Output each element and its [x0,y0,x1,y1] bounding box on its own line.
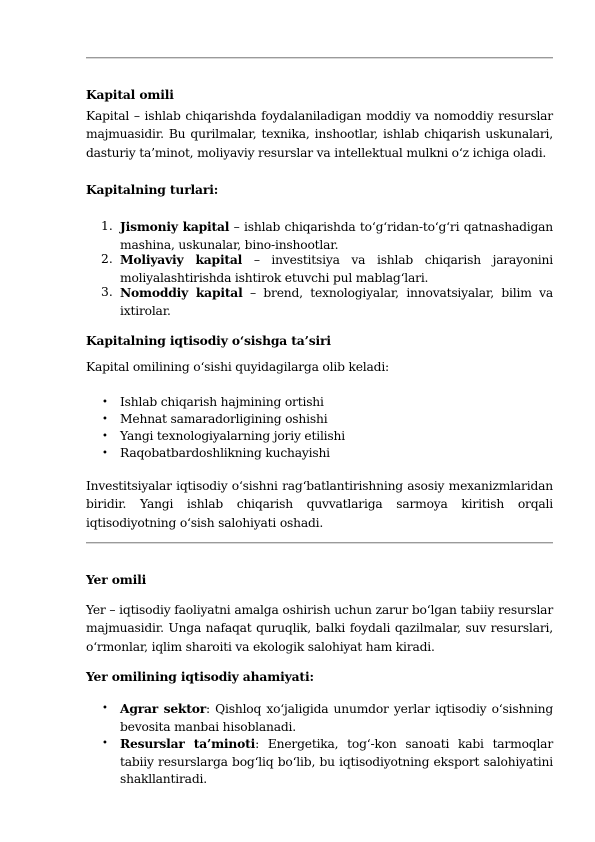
list-number: 3. [101,285,113,299]
list-item: Raqobatbardoshlikning kuchayishi [120,446,330,460]
list-item: Yangi texnologiyalarning joriy etilishi [120,429,345,443]
list-number: 1. [101,219,113,233]
list-item [120,284,553,320]
land-importance-heading: Yer omilining iqtisodiy ahamiyati: [86,669,314,684]
section-title-capital: Kapital omili [86,87,174,102]
list-item: Ishlab chiqarish hajmining ortishi [120,395,324,409]
list-item-desc: – ishlab chiqarishda to‘g‘ridan-to‘g‘ri qatnashadigan mashina, uskunalar, bino-inshootlar. [120,220,553,252]
capital-impact-heading: Kapitalning iqtisodiy o‘sishga ta’siri [86,333,331,348]
list-item-desc: : Energetika, tog‘-kon sanoati kabi tarmoqlar tabiiy resurslarga bog‘liq bo‘lib, bu iqtisodiyotning eksport salohiyatini shakllantiradi. [120,737,553,786]
capital-types-heading: Kapitalning turlari: [86,182,219,197]
list-item [120,251,553,287]
land-intro: Yer – iqtisodiy faoliyatni amalga oshirish uchun zarur bo‘lgan tabiiy resurslar majmuasidir. Unga nafaqat quruqlik, balki foydali qazilmalar, suv resurslari, o‘rmonlar, iqlim sharoiti va ekologik salohiyat ham kiradi. [86,603,553,654]
bullet-icon: • [102,738,108,749]
list-number: 2. [101,252,113,266]
list-item [120,700,553,736]
list-item-term: Jismoniy kapital [120,219,230,234]
section-title-land: Yer omili [86,572,147,587]
bullet-icon: • [102,703,108,714]
bullet-icon: • [102,448,108,459]
list-item [120,735,553,789]
list-item [120,218,553,254]
capital-impact-intro: Kapital omilining o‘sishi quyidagilarga olib keladi: [86,360,390,374]
capital-conclusion: Investitsiyalar iqtisodiy o‘sishni rag‘batlantirishning asosiy mexanizmlaridan biridir. Yangi ishlab chiqarish quvvatlariga sarmoya kiritish orqali iqtisodiyotning o‘sish salohiyati oshadi. [86,479,553,530]
list-item-term: Nomoddiy kapital [120,285,243,300]
top-divider [86,57,553,59]
list-item-term: Moliyaviy kapital [120,252,243,267]
list-item-term: Resurslar ta’minoti [120,736,256,751]
bullet-icon: • [102,414,108,425]
list-item-desc: – investitsiya va ishlab chiqarish jarayonini moliyalashtirishda ishtirok etuvchi pul mablag‘lari. [120,253,553,285]
bullet-icon: • [102,397,108,408]
bullet-icon: • [102,431,108,442]
list-item-term: Agrar sektor [120,701,207,716]
list-item: Mehnat samaradorligining oshishi [120,412,328,426]
list-item-desc: – brend, texnologiyalar, innovatsiyalar, bilim va ixtirolar. [120,286,553,318]
list-item-desc: : Qishloq xo‘jaligida unumdor yerlar iqtisodiy o‘sishning bevosita manbai hisoblanadi. [120,702,554,734]
capital-intro: Kapital – ishlab chiqarishda foydalaniladigan moddiy va nomoddiy resurslar majmuasidir. Bu qurilmalar, texnika, inshootlar, ishlab chiqarish uskunalari, dasturiy ta’minot, moliyaviy resurslar va intellektual mulkni o‘z ichiga oladi. [86,109,553,160]
section-divider [86,542,553,544]
